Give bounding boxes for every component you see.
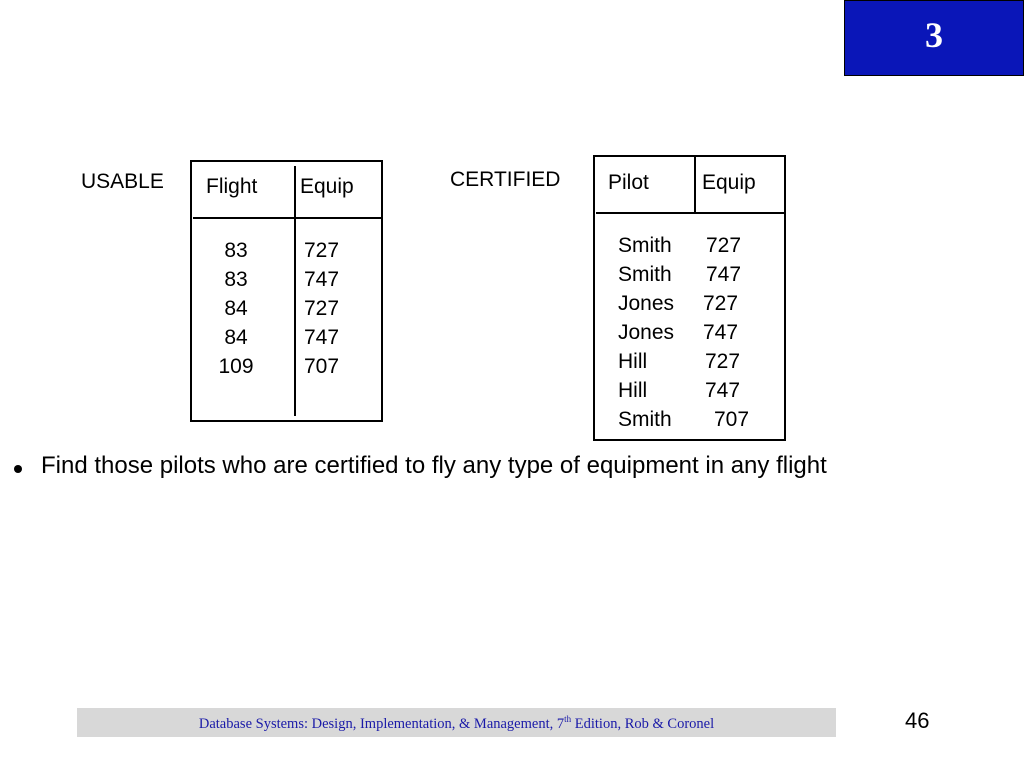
certified-header-divider bbox=[596, 212, 784, 214]
usable-equip-column bbox=[304, 236, 339, 381]
footer-citation bbox=[77, 714, 836, 733]
certified-top-border bbox=[593, 155, 786, 157]
usable-column-divider bbox=[294, 166, 296, 416]
bullet-text: Find those pilots who are certified to fly any type of equipment in any flight bbox=[41, 452, 827, 479]
certified-header-equip: Equip bbox=[702, 171, 756, 194]
table-cell: Smith bbox=[618, 234, 672, 257]
certified-bottom-border bbox=[593, 439, 786, 441]
table-cell: Jones bbox=[618, 321, 675, 344]
footer-text-before: Database Systems: Design, Implementation, & Management, 7 bbox=[198, 715, 565, 732]
certified-left-border bbox=[593, 155, 595, 441]
footer-text-after: Edition, Rob & Coronel bbox=[571, 715, 715, 732]
table-cell: 83 bbox=[224, 239, 248, 262]
table-cell: Smith bbox=[618, 263, 672, 286]
certified-column-divider bbox=[694, 155, 696, 213]
table-cell: 727 bbox=[705, 350, 741, 373]
table-cell: 727 bbox=[304, 297, 340, 320]
table-cell: 707 bbox=[304, 355, 340, 378]
table-cell: 83 bbox=[224, 268, 248, 291]
certified-right-border bbox=[784, 155, 786, 441]
table-cell: 747 bbox=[705, 379, 741, 402]
usable-header-equip: Equip bbox=[300, 175, 354, 198]
certified-table-title: CERTIFIED bbox=[450, 168, 561, 191]
table-cell: 727 bbox=[703, 292, 739, 315]
table-cell: 747 bbox=[304, 268, 340, 291]
table-cell: 747 bbox=[703, 321, 739, 344]
table-cell: Smith bbox=[618, 408, 672, 431]
table-cell: 109 bbox=[218, 355, 254, 378]
certified-equip-column bbox=[701, 231, 749, 434]
table-cell: 84 bbox=[224, 326, 248, 349]
table-cell: 747 bbox=[304, 326, 340, 349]
table-cell: 727 bbox=[706, 234, 742, 257]
usable-top-border bbox=[190, 160, 383, 162]
chapter-number: 3 bbox=[925, 15, 943, 55]
footer-superscript: th bbox=[564, 714, 572, 724]
usable-table-title: USABLE bbox=[81, 170, 164, 193]
table-cell: 747 bbox=[706, 263, 742, 286]
usable-left-border bbox=[190, 160, 192, 422]
usable-bottom-border bbox=[190, 420, 383, 422]
usable-header-flight: Flight bbox=[206, 175, 258, 198]
usable-header-divider bbox=[193, 217, 383, 219]
usable-right-border bbox=[381, 160, 383, 422]
usable-flight-column bbox=[206, 236, 266, 381]
bullet-icon bbox=[14, 465, 22, 473]
table-cell: 707 bbox=[714, 408, 750, 431]
table-cell: 84 bbox=[224, 297, 248, 320]
certified-header-pilot: Pilot bbox=[608, 171, 649, 194]
table-cell: Jones bbox=[618, 292, 675, 315]
certified-pilot-column bbox=[618, 231, 674, 434]
table-cell: Hill bbox=[618, 350, 648, 373]
table-cell: 727 bbox=[304, 239, 340, 262]
page-number: 46 bbox=[905, 708, 930, 733]
table-cell: Hill bbox=[618, 379, 648, 402]
